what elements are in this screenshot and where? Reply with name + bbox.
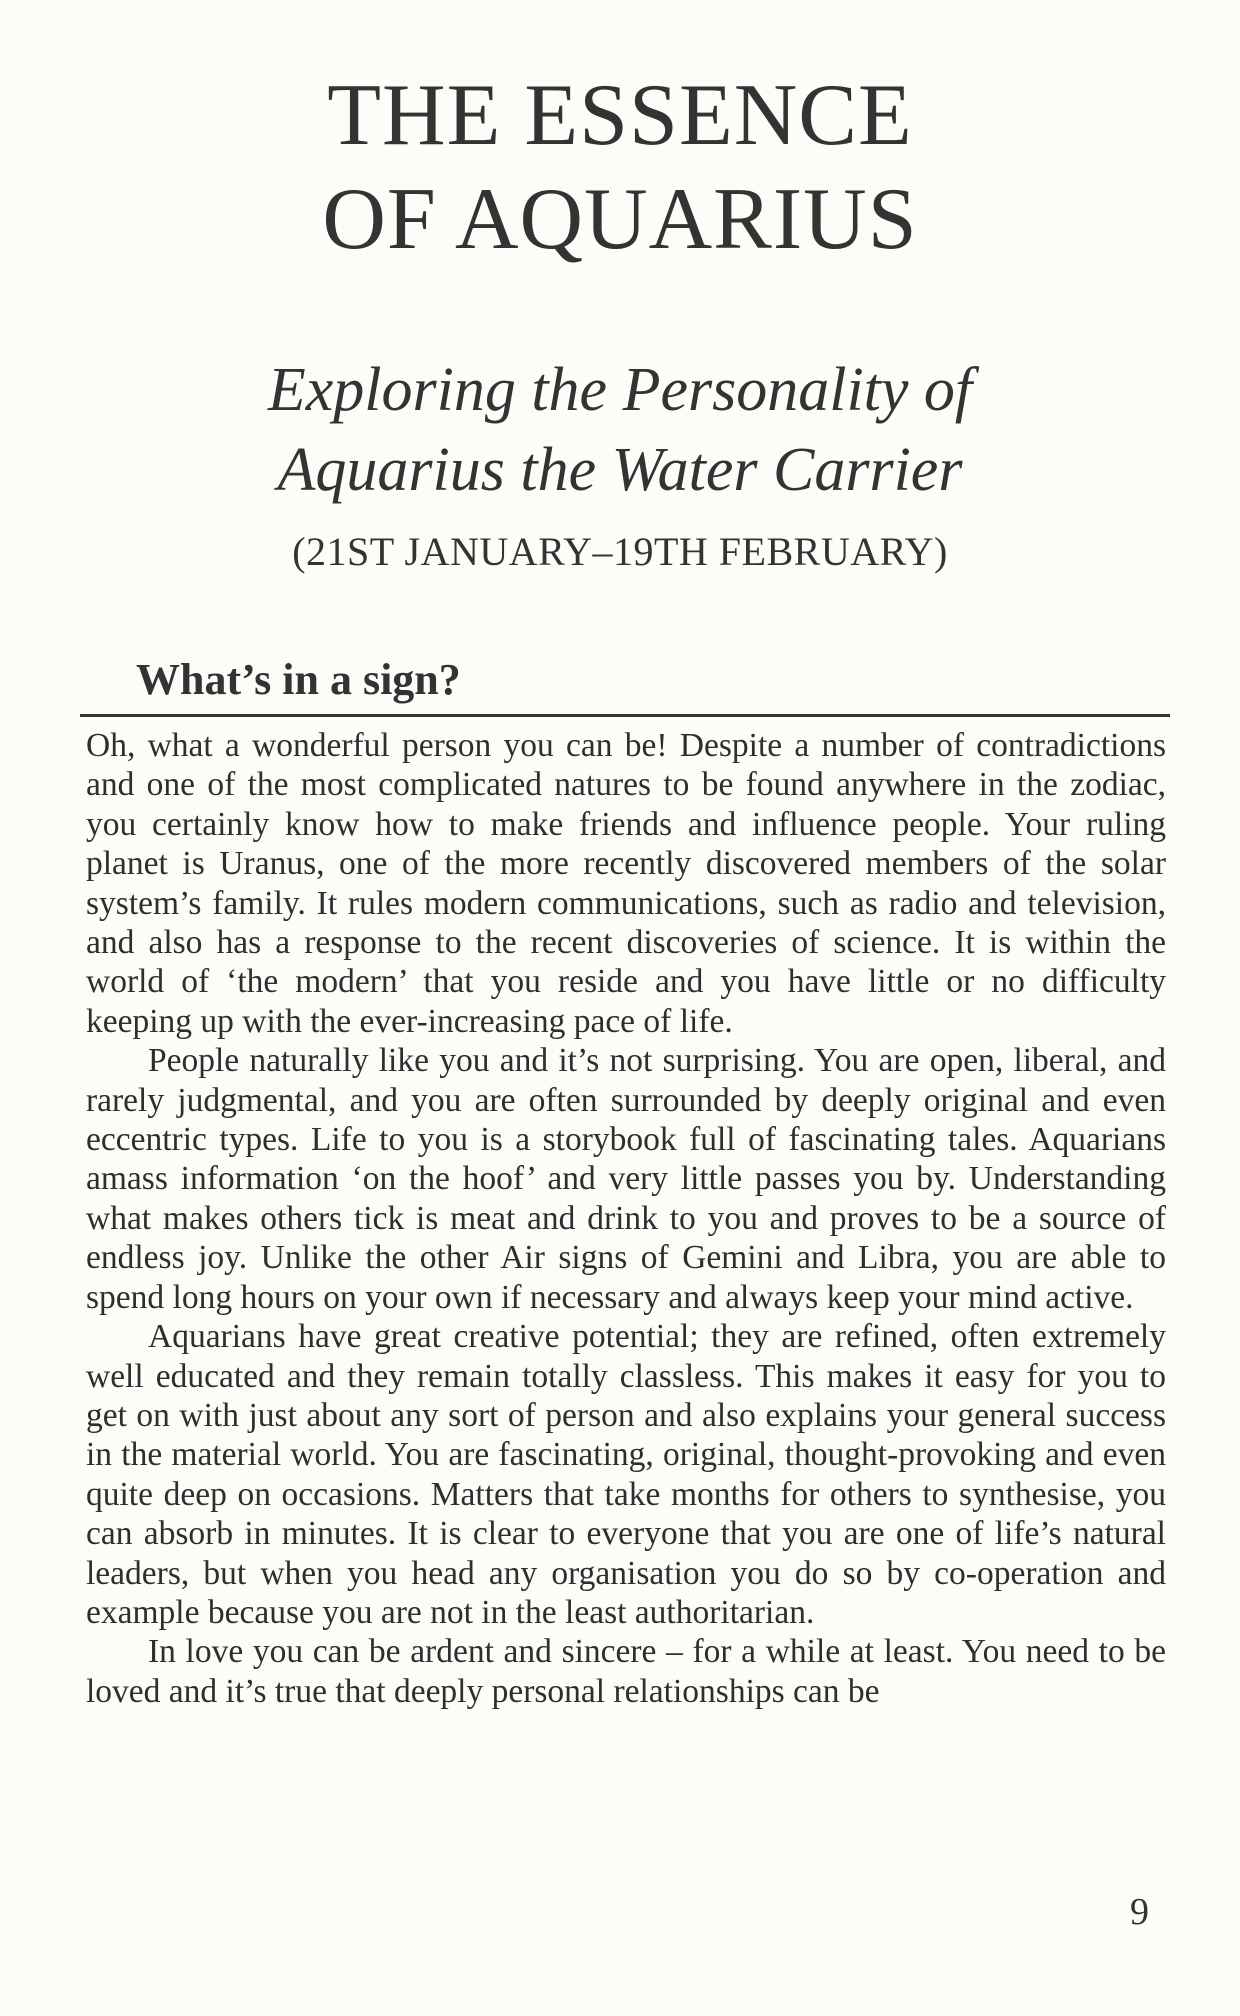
body-text [86, 726, 1166, 1711]
chapter-subtitle-line-1: Exploring the Personality of [267, 356, 973, 424]
paragraph-4: In love you can be ardent and sincere – for a while at least. You need to be loved and it’s true that deeply personal relationships can be [86, 1633, 1166, 1710]
chapter-title-line-1: THE ESSENCE [327, 67, 913, 164]
chapter-title [0, 64, 1240, 272]
paragraph-2: People naturally like you and it’s not surprising. You are open, liberal, and rarely judgmental, and you are often surrounded by deeply original and even eccentric types. Life to you is a storybook full of fascinating tales. Aquarians amass information ‘on the hoof’ and very little passes you by. Understanding what makes others tick is meat and drink to you and proves to be a source of endless joy. Unlike the other Air signs of Gemini and Libra, you are able to spend long hours on your own if necessary and always keep your mind active. [86, 1042, 1166, 1316]
section-heading: What’s in a sign? [136, 655, 461, 704]
chapter-subtitle-line-2: Aquarius the Water Carrier [277, 436, 963, 504]
paragraph-1: Oh, what a wonderful person you can be! Despite a number of contradictions and one of the most complicated natures to be found anywhere in the zodiac, you certainly know how to make friends and influence people. Your ruling planet is Uranus, one of the more recently discovered members of the solar system’s family. It rules modern communications, such as radio and television, and also has a response to the recent discoveries of science. It is within the world of ‘the modern’ that you reside and you have little or no difficulty keeping up with the ever-increasing pace of life. [86, 727, 1166, 1040]
chapter-subtitle [0, 350, 1240, 510]
chapter-title-line-2: OF AQUARIUS [322, 171, 918, 268]
section-divider [80, 714, 1170, 717]
date-range: (21ST JANUARY–19TH FEBRUARY) [292, 529, 948, 574]
paragraph-3: Aquarians have great creative potential; they are refined, often extremely well educated and they remain totally classless. This makes it easy for you to get on with just about any sort of person and also explains your general success in the material world. You are fascinating, original, thought-provoking and even quite deep on occasions. Matters that take months for others to synthesise, you can absorb in minutes. It is clear to everyone that you are one of life’s natural leaders, but when you head any organisation you do so by co-operation and example because you are not in the least authoritarian. [86, 1318, 1166, 1631]
page-number: 9 [1130, 1891, 1149, 1933]
